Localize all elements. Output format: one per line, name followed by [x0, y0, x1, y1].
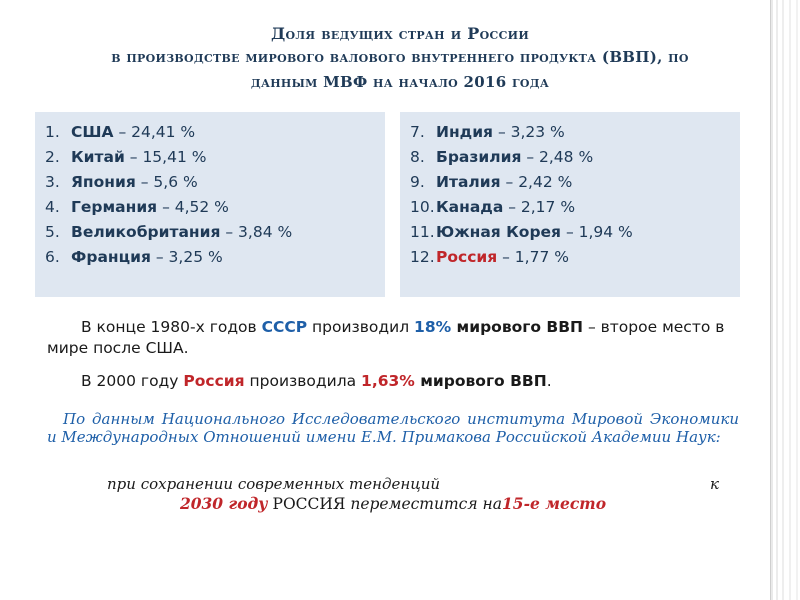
- title-line-3: данным МВФ на начало 2016 года: [250, 73, 550, 91]
- russia-highlight: Россия: [183, 372, 245, 390]
- text: к: [710, 475, 719, 493]
- country-name: Россия: [436, 248, 498, 266]
- share-value: – 15,41 %: [124, 148, 207, 166]
- title-line-1: Доля ведущих стран и России: [270, 24, 530, 43]
- item-number: 2.: [45, 148, 60, 166]
- text: В 2000 году: [81, 372, 184, 390]
- forecast-line-1: [107, 474, 719, 494]
- share-value: – 1,94 %: [561, 223, 633, 241]
- list-item: [410, 220, 740, 245]
- text: производила: [244, 372, 362, 390]
- text: при сохранении современных тенденций: [107, 475, 441, 493]
- share-value: – 3,25 %: [150, 248, 223, 266]
- country-name: Бразилия: [436, 148, 522, 166]
- item-number: 9.: [410, 173, 425, 191]
- list-item: [45, 220, 385, 245]
- text: В конце 1980-х годов: [81, 318, 262, 336]
- list-item: [45, 120, 385, 145]
- item-number: 12.: [410, 248, 435, 266]
- title-line-2: в производстве мирового валового внутреннего продукта (ВВП), по: [111, 48, 689, 66]
- country-name: Япония: [71, 173, 136, 191]
- text: производил: [307, 318, 415, 336]
- country-name: Индия: [436, 123, 494, 141]
- list-item: [410, 120, 740, 145]
- list-item: [45, 245, 385, 270]
- list-item: [410, 170, 740, 195]
- country-name: Германия: [71, 198, 158, 216]
- text: По данным Национального Исследовательского института Мировой Экономики и Международных Отношений имени Е.М. Примакова Российской Академии Наук:: [47, 410, 739, 446]
- item-number: 7.: [410, 123, 425, 141]
- item-number: 10.: [410, 198, 435, 216]
- share-value: – 2,48 %: [521, 148, 594, 166]
- share-value: – 1,77 %: [497, 248, 569, 266]
- ussr-paragraph: [47, 317, 737, 359]
- item-number: 11.: [410, 223, 435, 241]
- country-name: Италия: [436, 173, 501, 191]
- forecast-year: 2030 году: [179, 494, 268, 513]
- item-number: 8.: [410, 148, 425, 166]
- share-value: – 3,84 %: [220, 223, 293, 241]
- item-number: 4.: [45, 198, 60, 216]
- text: РОССИЯ: [267, 495, 346, 513]
- ranking-box-right: [400, 112, 740, 297]
- share-value: – 2,42 %: [500, 173, 573, 191]
- country-name: Великобритания: [71, 223, 221, 241]
- country-name: США: [71, 123, 114, 141]
- share-value: – 2,17 %: [503, 198, 576, 216]
- ussr-highlight: СССР: [261, 318, 308, 336]
- text: мирового ВВП: [414, 372, 547, 390]
- slide-title: [40, 22, 760, 95]
- share-value: – 5,6 %: [135, 173, 198, 191]
- text: переместится на: [345, 495, 503, 513]
- text: .: [546, 372, 552, 390]
- share-value: – 4,52 %: [157, 198, 229, 216]
- ranking-box-left: [35, 112, 385, 297]
- list-item-russia: [410, 245, 740, 270]
- country-name: Канада: [436, 198, 504, 216]
- country-name: Южная Корея: [436, 223, 562, 241]
- forecast-place: 15-е место: [502, 494, 607, 513]
- text: – второе место в мире после США.: [47, 318, 725, 357]
- list-item: [45, 195, 385, 220]
- country-name: Франция: [71, 248, 151, 266]
- list-item: [410, 145, 740, 170]
- text: мирового ВВП: [451, 318, 584, 336]
- russia-2000-paragraph: [47, 371, 737, 392]
- source-paragraph: [47, 410, 739, 446]
- ussr-share: 18%: [414, 318, 452, 336]
- share-value: – 24,41 %: [113, 123, 196, 141]
- item-number: 5.: [45, 223, 60, 241]
- russia-share: 1,63%: [361, 372, 415, 390]
- list-item: [45, 145, 385, 170]
- item-number: 1.: [45, 123, 60, 141]
- country-name: Китай: [71, 148, 125, 166]
- item-number: 6.: [45, 248, 60, 266]
- list-item: [45, 170, 385, 195]
- forecast-line-2: [47, 494, 739, 514]
- share-value: – 3,23 %: [493, 123, 565, 141]
- item-number: 3.: [45, 173, 60, 191]
- list-item: [410, 195, 740, 220]
